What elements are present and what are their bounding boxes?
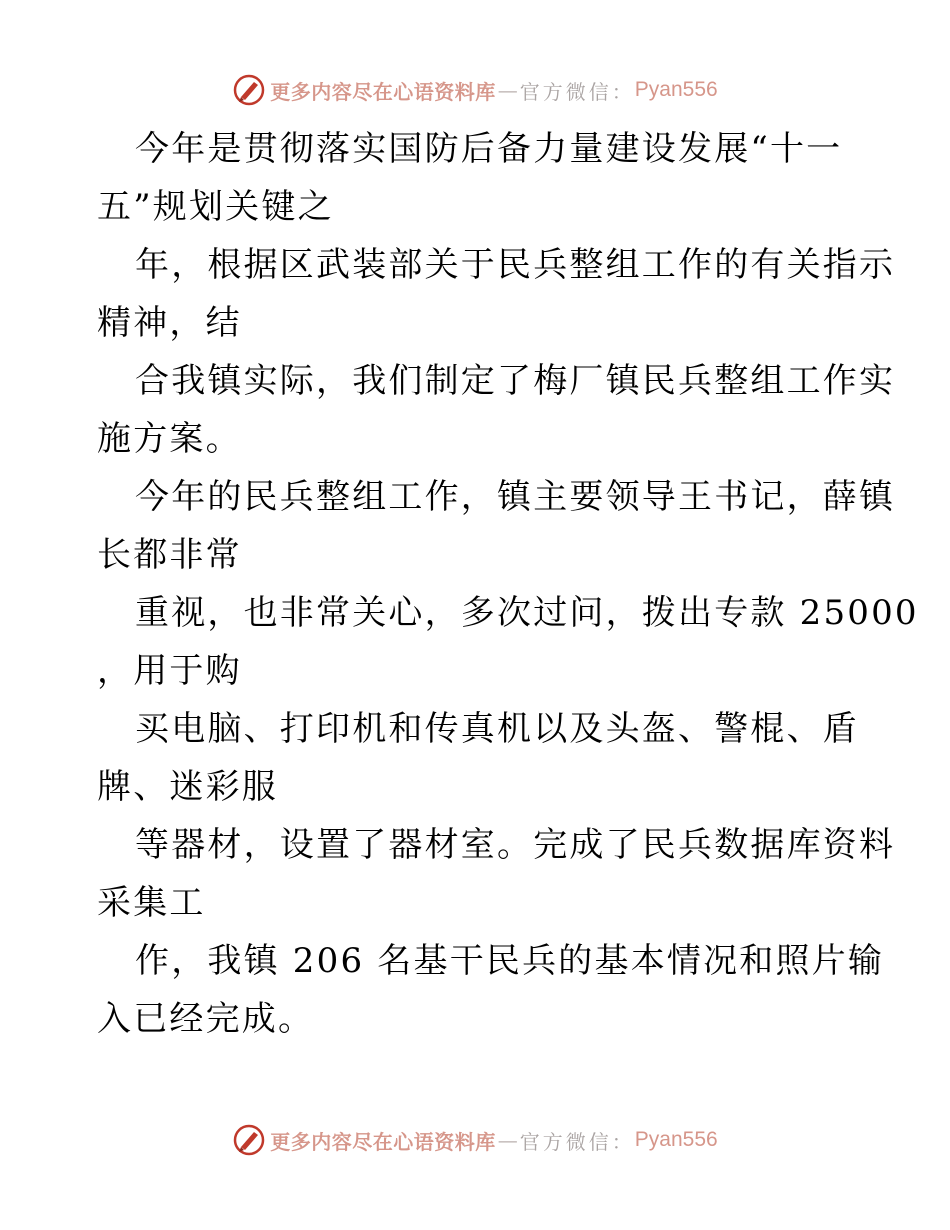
header-watermark xyxy=(0,70,950,110)
footer-watermark xyxy=(0,1120,950,1160)
text-line: 年，根据区武装部关于民兵整组工作的有关指示 xyxy=(135,245,896,285)
watermark-separator: — xyxy=(497,1128,518,1152)
watermark-wechat-label: 官方微信： xyxy=(519,1129,635,1154)
text-line: 合我镇实际，我们制定了梅厂镇民兵整组工作实 xyxy=(135,361,896,401)
text-line: 重视，也非常关心，多次过问，拨出专款 25000 xyxy=(135,593,919,633)
text-line: 今年是贯彻落实国防后备力量建设发展“十一 xyxy=(135,129,843,169)
text-line: 买电脑、打印机和传真机以及头盔、警棍、盾 xyxy=(135,709,859,749)
text-line: 五”规划关键之 xyxy=(97,187,334,227)
text-line: 今年的民兵整组工作，镇主要领导王书记，薛镇 xyxy=(135,477,896,517)
text-line: 精神，结 xyxy=(97,303,242,343)
document-body xyxy=(97,120,919,1048)
pen-logo-icon xyxy=(232,73,266,107)
text-line: 入已经完成。 xyxy=(97,999,315,1039)
watermark-wechat-id: Pyan556 xyxy=(634,78,718,101)
text-line: 作，我镇 206 名基干民兵的基本情况和照片输 xyxy=(135,941,885,981)
text-line: ，用于购 xyxy=(97,651,242,691)
watermark-wechat-label: 官方微信： xyxy=(519,79,635,104)
text-line: 长都非常 xyxy=(97,535,242,575)
watermark-text: 更多内容尽在心语资料库 xyxy=(270,79,496,104)
watermark-separator: — xyxy=(497,78,518,102)
watermark-wechat-id: Pyan556 xyxy=(634,1128,718,1151)
text-line: 采集工 xyxy=(97,883,206,923)
pen-logo-icon xyxy=(232,1123,266,1157)
text-line: 施方案。 xyxy=(97,419,242,459)
watermark-text: 更多内容尽在心语资料库 xyxy=(270,1129,496,1154)
text-line: 等器材，设置了器材室。完成了民兵数据库资料 xyxy=(135,825,896,865)
text-line: 牌、迷彩服 xyxy=(97,767,278,807)
